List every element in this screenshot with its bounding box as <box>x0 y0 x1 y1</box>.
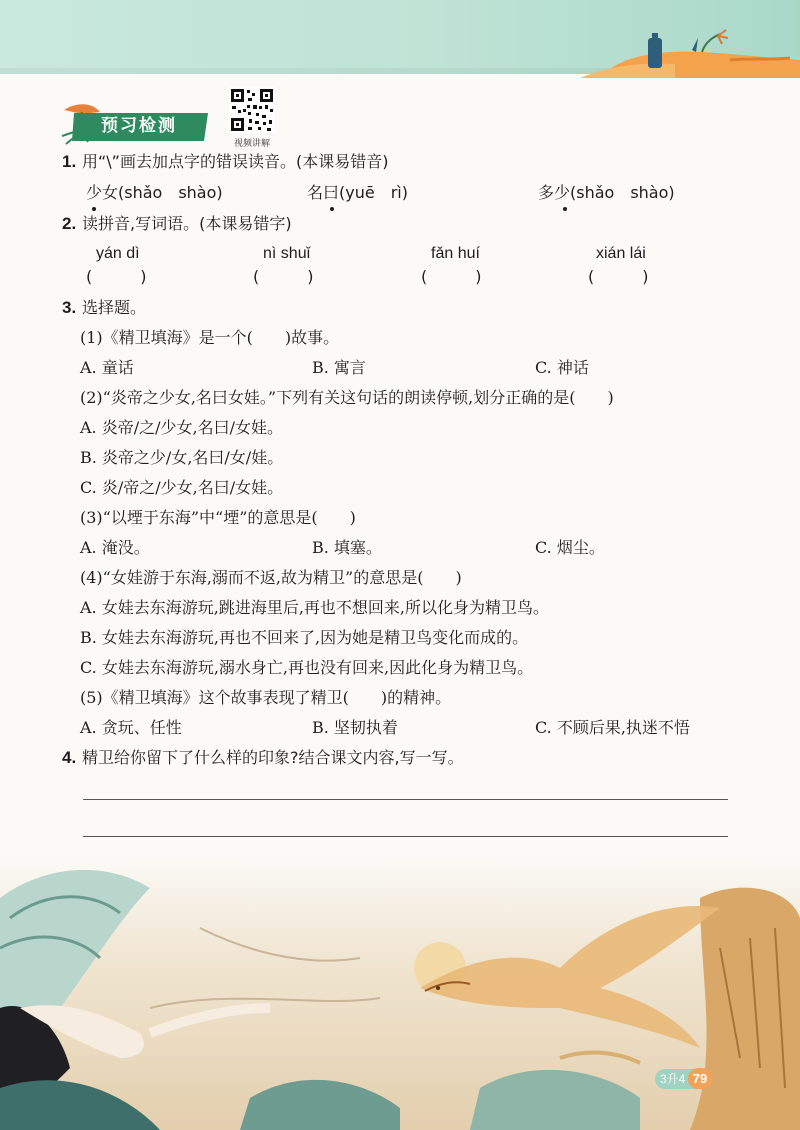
answer-line[interactable] <box>83 799 728 800</box>
section-title: 预习检测 <box>101 116 177 136</box>
q3-sub5-option-c[interactable]: C. 不顾后果,执迷不悟 <box>535 718 690 737</box>
q3-sub4-stem: (4)“女娃游于东海,溺而不返,故为精卫”的意思是( ) <box>80 568 462 587</box>
q3-text: 选择题。 <box>82 298 147 317</box>
q2-text: 读拼音,写词语。(本课易错字) <box>82 214 292 233</box>
answer-blank[interactable]: ( ) <box>86 267 147 286</box>
q3-sub3-option-a[interactable]: A. 淹没。 <box>80 538 150 557</box>
q3-sub5-stem: (5)《精卫填海》这个故事表现了精卫( )的精神。 <box>80 688 452 707</box>
q2-pinyin-3: fǎn huí <box>431 245 480 262</box>
answer-blank[interactable]: ( ) <box>421 267 482 286</box>
q3-sub2-stem: (2)“炎帝之少女,名曰女娃。”下列有关这句话的朗读停顿,划分正确的是( ) <box>80 388 614 407</box>
q3-sub3-option-c[interactable]: C. 烟尘。 <box>535 538 605 557</box>
q1-item-2: 名曰(yuē rì) <box>307 183 408 202</box>
jingwei-illustration <box>0 858 800 1130</box>
q2-pinyin-4: xián lái <box>596 245 646 262</box>
grade-label: 3升4 <box>660 1072 686 1086</box>
q3-sub2-option-a[interactable]: A. 炎帝/之/少女,名曰/女娃。 <box>80 418 283 437</box>
qr-caption: 视频讲解 <box>233 139 270 149</box>
emphasis-dot <box>330 207 334 211</box>
emphasis-dot <box>563 207 567 211</box>
q3-sub1-stem: (1)《精卫填海》是一个( )故事。 <box>80 328 340 347</box>
answer-blank[interactable]: ( ) <box>588 267 649 286</box>
q3-sub4-option-b[interactable]: B. 女娃去东海游玩,再也不回来了,因为她是精卫鸟变化而成的。 <box>80 628 529 647</box>
q3-sub1-option-a[interactable]: A. 童话 <box>80 358 134 377</box>
q1-text: 用“\”画去加点字的错误读音。(本课易错音) <box>82 152 389 171</box>
answer-line[interactable] <box>83 836 728 837</box>
q4-text: 精卫给你留下了什么样的印象?结合课文内容,写一写。 <box>82 748 464 767</box>
q3-sub2-option-b[interactable]: B. 炎帝之少/女,名曰/女/娃。 <box>80 448 284 467</box>
answer-blank[interactable]: ( ) <box>253 267 314 286</box>
q3-sub3-stem: (3)“以堙于东海”中“堙”的意思是( ) <box>80 508 356 527</box>
q3-sub2-option-c[interactable]: C. 炎/帝之/少女,名曰/女娃。 <box>80 478 284 497</box>
q3-sub1-option-b[interactable]: B. 寓言 <box>312 358 366 377</box>
q2-pinyin-2: nì shuǐ <box>263 245 311 262</box>
qr-code-icon[interactable] <box>229 87 275 133</box>
q3-number: 3. <box>62 298 77 317</box>
q4-number: 4. <box>62 748 77 767</box>
emphasis-dot <box>92 207 96 211</box>
q3-sub5-option-b[interactable]: B. 坚韧执着 <box>312 718 398 737</box>
q1-item-3: 多少(shǎo shào) <box>538 183 675 202</box>
q3-sub5-option-a[interactable]: A. 贪玩、任性 <box>80 718 182 737</box>
q1-number: 1. <box>62 152 77 171</box>
q2-number: 2. <box>62 214 77 233</box>
q1-item-1: 少女(shǎo shào) <box>86 183 223 202</box>
beach-illustration <box>580 0 800 78</box>
q3-sub4-option-a[interactable]: A. 女娃去东海游玩,跳进海里后,再也不想回来,所以化身为精卫鸟。 <box>80 598 549 617</box>
q3-sub1-option-c[interactable]: C. 神话 <box>535 358 589 377</box>
q3-sub4-option-c[interactable]: C. 女娃去东海游玩,溺水身亡,再也没有回来,因此化身为精卫鸟。 <box>80 658 534 677</box>
page-number: 79 <box>688 1068 712 1089</box>
q3-sub3-option-b[interactable]: B. 填塞。 <box>312 538 382 557</box>
q2-pinyin-1: yán dì <box>96 245 140 262</box>
